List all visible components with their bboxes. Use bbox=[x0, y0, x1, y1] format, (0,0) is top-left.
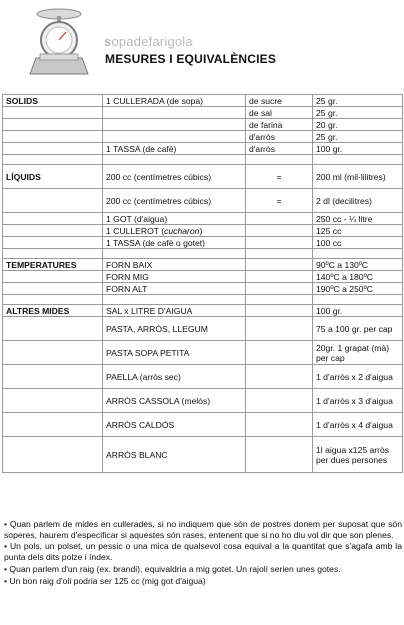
cell-measure: FORN MIG bbox=[103, 271, 246, 283]
table-row bbox=[3, 189, 403, 213]
cell-equivalence: 75 a 100 gr. per cap bbox=[313, 317, 403, 341]
cell-empty bbox=[246, 225, 313, 237]
cell-equivalence: 200 ml (mil·lilitres) bbox=[313, 165, 403, 189]
brand-initial: s bbox=[104, 34, 112, 49]
measure-text: 1 CULLEROT ( bbox=[106, 225, 165, 236]
cell-equivalence: 2 dl (decilitres) bbox=[313, 189, 403, 213]
table-row bbox=[3, 213, 403, 225]
table-row bbox=[3, 437, 403, 473]
cell-measure: 1 TASSA (de cafè o gotet) bbox=[103, 237, 246, 249]
cell-empty bbox=[246, 213, 313, 225]
cell-empty bbox=[3, 413, 103, 437]
cell-empty bbox=[3, 213, 103, 225]
cell-item: de sal bbox=[246, 107, 313, 119]
section-solids: SOLIDS bbox=[3, 95, 103, 107]
cell-empty bbox=[103, 119, 246, 131]
table-row bbox=[3, 413, 403, 437]
table-row bbox=[3, 119, 403, 131]
cell-empty bbox=[3, 225, 103, 237]
cell-empty bbox=[3, 271, 103, 283]
measures-table bbox=[2, 94, 403, 473]
cell-empty bbox=[3, 341, 103, 365]
cell-item: d'arròs bbox=[246, 143, 313, 155]
cell-empty bbox=[246, 389, 313, 413]
cell-empty bbox=[3, 119, 103, 131]
table-row bbox=[3, 225, 403, 237]
cell-empty bbox=[246, 237, 313, 249]
cell-measure: 200 cc (centímetres cúbics) bbox=[103, 189, 246, 213]
cell-measure: SAL x LITRE D'AIGUA bbox=[103, 305, 246, 317]
note-paragraph: • Un bon raig d'oli podria ser 125 cc (mig got d'aigua) bbox=[4, 575, 206, 586]
page-title: MESURES I EQUIVALÈNCIES bbox=[105, 52, 277, 66]
section-liquids: LÍQUIDS bbox=[3, 165, 103, 189]
cell-empty bbox=[246, 437, 313, 473]
cell-empty bbox=[103, 131, 246, 143]
table-row bbox=[3, 341, 403, 365]
cell-equivalence: 100 gr. bbox=[313, 305, 403, 317]
cell-measure: PASTA, ARRÒS, LLEGUM bbox=[103, 317, 246, 341]
cell-empty bbox=[3, 143, 103, 155]
cell-measure: FORN ALT bbox=[103, 283, 246, 295]
cell-empty bbox=[3, 237, 103, 249]
measure-text-end: ) bbox=[199, 225, 203, 236]
table-row bbox=[3, 305, 403, 317]
table-row bbox=[3, 107, 403, 119]
cell-empty bbox=[246, 283, 313, 295]
cell-item: de sucre bbox=[246, 95, 313, 107]
kitchen-scale-icon bbox=[28, 4, 90, 76]
cell-item: = bbox=[246, 165, 313, 189]
cell-empty bbox=[246, 317, 313, 341]
cell-empty bbox=[246, 305, 313, 317]
table-row bbox=[3, 165, 403, 189]
cell-empty bbox=[3, 131, 103, 143]
cell-equivalence: 140ºC a 180ºC bbox=[313, 271, 403, 283]
cell-equivalence: 100 gr. bbox=[313, 143, 403, 155]
spacer-row bbox=[3, 295, 403, 305]
section-temperatures: TEMPERATURES bbox=[3, 259, 103, 271]
spacer-row bbox=[3, 155, 403, 165]
cell-measure: 1 CULLERADA (de sopa) bbox=[103, 95, 246, 107]
cell-item: d'arròs bbox=[246, 131, 313, 143]
section-altres-mides: ALTRES MIDES bbox=[3, 305, 103, 317]
cell-equivalence: 1l aigua x125 arròs per dues persones bbox=[313, 437, 403, 473]
table-row bbox=[3, 317, 403, 341]
cell-equivalence: 250 cc - ¼ litre bbox=[313, 213, 403, 225]
cell-equivalence: 20 gr. bbox=[313, 119, 403, 131]
cell-equivalence: 190ºC a 250ºC bbox=[313, 283, 403, 295]
cell-equivalence: 25 gr. bbox=[313, 131, 403, 143]
brand-name: opadefarigola bbox=[111, 34, 193, 49]
table-row bbox=[3, 131, 403, 143]
cell-measure: 1 GOT (d'aigua) bbox=[103, 213, 246, 225]
cell-equivalence: 1 d'arròs x 2 d'aigua bbox=[313, 365, 403, 389]
cell-empty bbox=[3, 189, 103, 213]
table-row bbox=[3, 95, 403, 107]
spacer-row bbox=[3, 249, 403, 259]
cell-empty bbox=[3, 283, 103, 295]
cell-measure: 1 TASSA (de cafè) bbox=[103, 143, 246, 155]
cell-equivalence: 20gr. 1 grapat (mà) per cap bbox=[313, 341, 403, 365]
cell-empty bbox=[246, 365, 313, 389]
notes bbox=[4, 519, 402, 587]
cell-equivalence: 25 gr. bbox=[313, 95, 403, 107]
cell-empty bbox=[3, 389, 103, 413]
cell-empty bbox=[246, 259, 313, 271]
cell-item: = bbox=[246, 189, 313, 213]
table-row bbox=[3, 365, 403, 389]
table-row bbox=[3, 283, 403, 295]
measure-italic: cucharon bbox=[164, 225, 200, 236]
cell-measure: 200 cc (centímetres cúbics) bbox=[103, 165, 246, 189]
cell-empty bbox=[3, 317, 103, 341]
cell-equivalence: 90ºC a 130ºC bbox=[313, 259, 403, 271]
cell-measure: FORN BAIX bbox=[103, 259, 246, 271]
cell-measure bbox=[103, 225, 246, 237]
cell-empty bbox=[103, 107, 246, 119]
cell-equivalence: 25 gr. bbox=[313, 107, 403, 119]
note-paragraph: • Un pols, un polset, un pessic o una mica de qualsevol cosa equival a la quantitat que s'agafa amb la punta dels dits polze i índex. bbox=[4, 541, 402, 563]
cell-empty bbox=[3, 437, 103, 473]
cell-equivalence: 1 d'arròs x 3 d'aigua bbox=[313, 389, 403, 413]
header bbox=[0, 0, 404, 86]
table-row bbox=[3, 143, 403, 155]
note-paragraph: • Quan parlem d'un raig (ex. brandi), equivaldria a mig gotet. Un rajolí serien unes gotes. bbox=[4, 563, 341, 574]
cell-empty bbox=[246, 341, 313, 365]
cell-measure: ARRÒS CALDÓS bbox=[103, 413, 246, 437]
table-row bbox=[3, 271, 403, 283]
cell-empty bbox=[246, 413, 313, 437]
cell-measure: ARRÒS CASSOLA (melós) bbox=[103, 389, 246, 413]
cell-measure: ARRÒS BLANC bbox=[103, 437, 246, 473]
cell-empty bbox=[246, 271, 313, 283]
note-paragraph: • Quan parlem de mides en cullerades, si no indiquem que són de postres donem per suposat que són soperes, haurem d'especificar si aquestes són rases, entenent que si no ho diu vol dir que son plenes. bbox=[4, 519, 402, 540]
cell-item: de farina bbox=[246, 119, 313, 131]
cell-empty bbox=[3, 107, 103, 119]
cell-equivalence: 125 cc bbox=[313, 225, 403, 237]
cell-measure: PAELLA (arròs sec) bbox=[103, 365, 246, 389]
table-row bbox=[3, 389, 403, 413]
cell-empty bbox=[3, 365, 103, 389]
cell-equivalence: 100 cc bbox=[313, 237, 403, 249]
table-row bbox=[3, 259, 403, 271]
cell-measure: PASTA SOPA PETITA bbox=[103, 341, 246, 365]
cell-equivalence: 1 d'arròs x 4 d'aigua bbox=[313, 413, 403, 437]
table-row bbox=[3, 237, 403, 249]
brand-logo bbox=[104, 34, 193, 49]
